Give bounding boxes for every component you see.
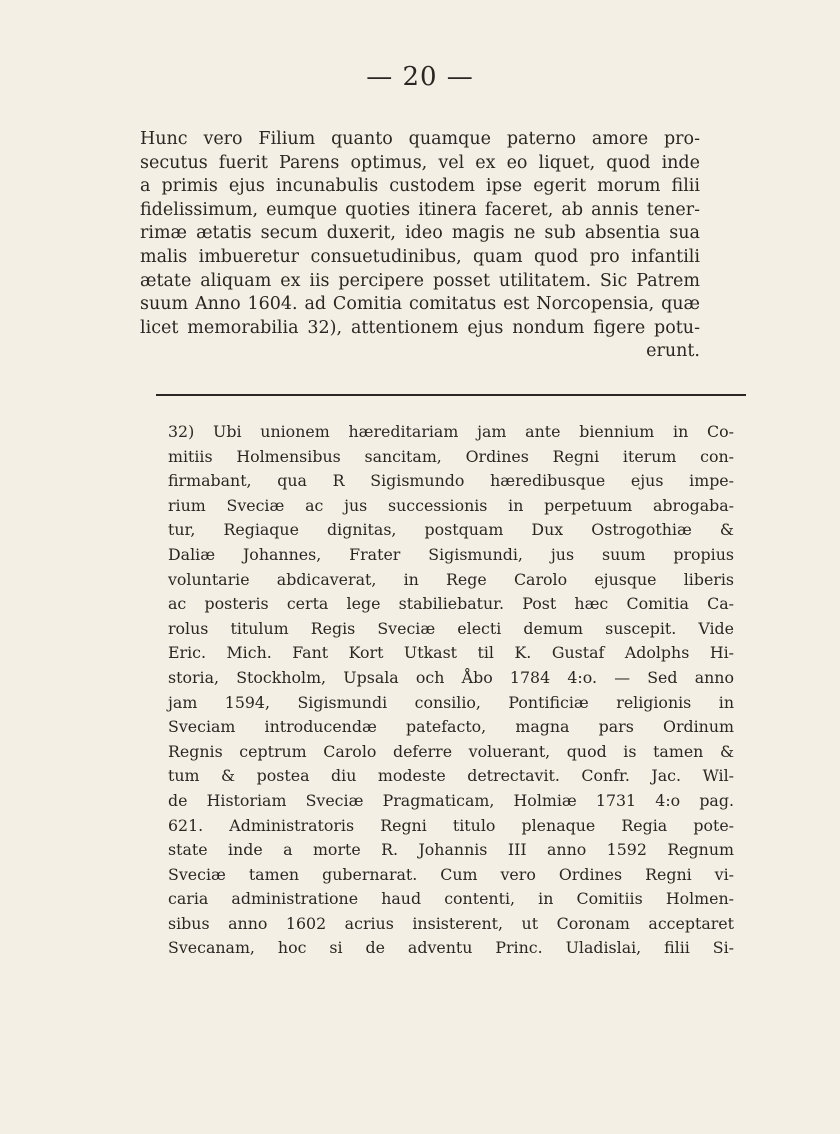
main-text-line: Hunc vero Filium quanto quamque paterno amore pro- [140,129,700,149]
footnote-line: Regnis ceptrum Carolo deferre voluerant, quod is tamen & [168,741,734,761]
main-text-line: suum Anno 1604. ad Comitia comitatus est Norcopensia, quæ [140,294,700,315]
footnote-line: caria administratione haud contenti, in Comitiis Holmen- [168,889,734,909]
footnote-line: Sveciam introducendæ patefacto, magna pars Ordinum [168,717,734,737]
footnote-line: sibus anno 1602 acrius insisterent, ut Coronam acceptaret [168,913,734,933]
footnote-separator [156,394,746,396]
main-text-line: erunt. [646,341,700,362]
footnote-line: Sveciæ tamen gubernarat. Cum vero Ordines Regni vi- [168,864,734,884]
footnote-line: storia, Stockholm, Upsala och Åbo 1784 4:o. — Sed anno [168,667,734,687]
footnote-block [168,420,734,961]
main-text-line: a primis ejus incunabulis custodem ipse egerit morum filii [140,176,700,197]
footnote-line: de Historiam Sveciæ Pragmaticam, Holmiæ 1731 4:o pag. [168,790,734,810]
footnote-line: firmabant, qua R Sigismundo hæredibusque ejus impe- [168,471,734,491]
main-text-line: secutus fuerit Parens optimus, vel ex eo liquet, quod inde [140,152,700,173]
footnote-line: 621. Administratoris Regni titulo plenaque Regia pote- [168,815,734,835]
footnote-line: ac posteris certa lege stabiliebatur. Post hæc Comitia Ca- [168,594,734,614]
footnote-line: Svecanam, hoc si de adventu Princ. Uladislai, filii Si- [168,938,734,958]
main-text-block [140,128,700,364]
footnote-line: jam 1594, Sigismundi consilio, Pontificiæ religionis in [168,692,734,712]
main-text-line: malis imbueretur consuetudinibus, quam quod pro infantili [140,246,700,267]
main-text-line: ætate aliquam ex iis percipere posset utilitatem. Sic Patrem [140,270,700,291]
footnote-line: tur, Regiaque dignitas, postquam Dux Ostrogothiæ & [168,520,734,540]
footnote-line: rium Sveciæ ac jus successionis in perpetuum abrogaba- [168,495,734,515]
footnote-line: voluntarie abdicaverat, in Rege Carolo ejusque liberis [168,569,734,589]
main-text-line: rimæ ætatis secum duxerit, ideo magis ne sub absentia sua [140,223,700,244]
footnote-line: state inde a morte R. Johannis III anno 1592 Regnum [168,840,734,860]
main-text-line: fidelissimum, eumque quoties itinera faceret, ab annis tener- [140,199,700,220]
footnote-line: Eric. Mich. Fant Kort Utkast til K. Gustaf Adolphs Hi- [168,643,734,663]
main-text-line: licet memorabilia 32), attentionem ejus nondum figere potu- [140,317,700,338]
footnote-line: tum & postea diu modeste detrectavit. Confr. Jac. Wil- [168,766,734,786]
footnote-line: Daliæ Johannes, Frater Sigismundi, jus suum propius [168,544,734,564]
page-number: — 20 — [366,62,474,92]
footnote-line: 32) Ubi unionem hæreditariam jam ante biennium in Co- [168,422,734,441]
footnote-line: rolus titulum Regis Sveciæ electi demum suscepit. Vide [168,618,734,638]
footnote-line: mitiis Holmensibus sancitam, Ordines Regni iterum con- [168,446,734,466]
